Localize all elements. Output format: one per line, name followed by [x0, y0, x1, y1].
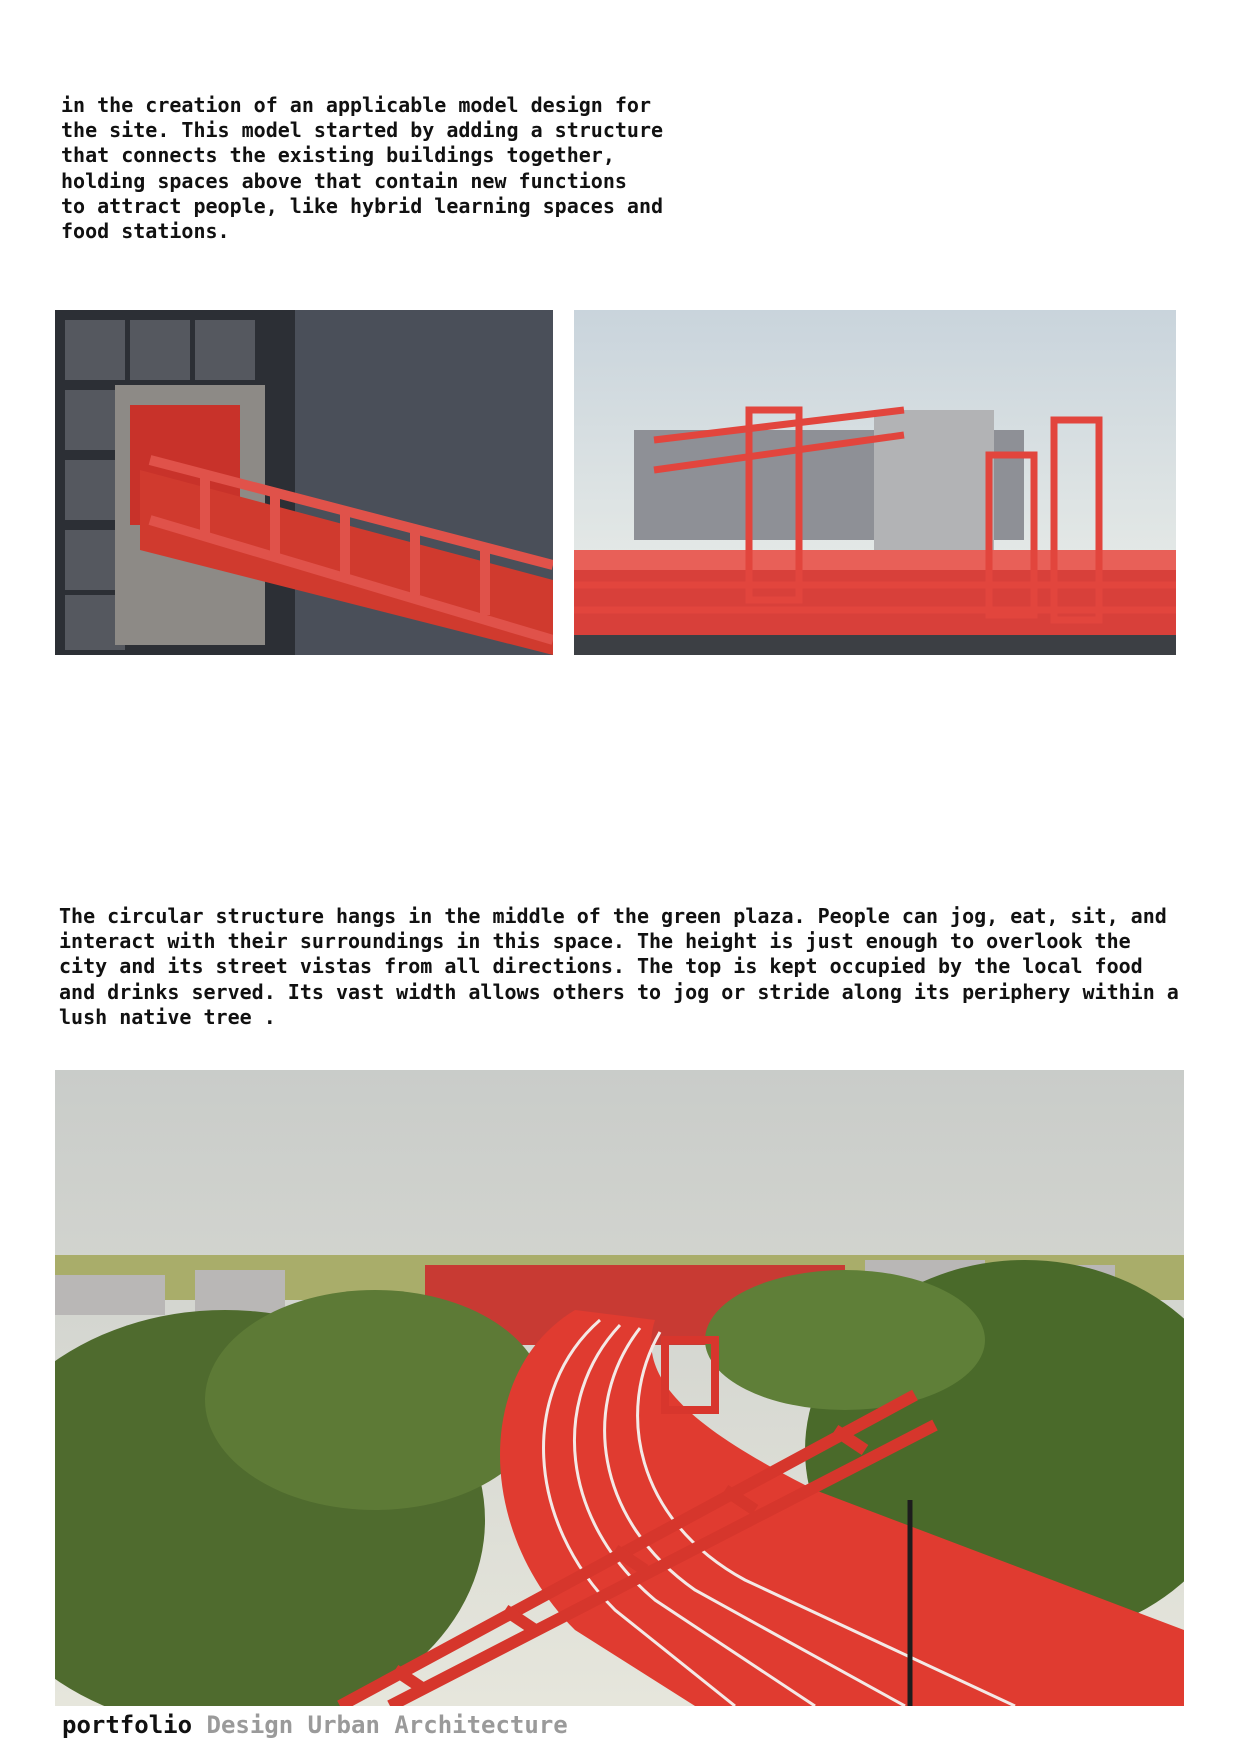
render-circular-track	[55, 1070, 1184, 1706]
render-rooftop-frames	[574, 310, 1176, 655]
render-bridge-facade	[55, 310, 553, 655]
footer-subtitle: Design Urban Architecture	[206, 1711, 568, 1739]
intro-paragraph: in the creation of an applicable model design for the site. This model started by adding a structure that connects the existing buildings together, holding spaces above that contain new functions to attract people, like hybrid learning spaces and food stations.	[61, 93, 664, 244]
plaza-paragraph: The circular structure hangs in the middle of the green plaza. People can jog, eat, sit, and interact with their surroundings in this space. The height is just enough to overlook the city and its street vistas from all directions. The top is kept occupied by the local food and drinks served. Its vast width allows others to jog or stride along its periphery within a lush native tree .	[59, 904, 1179, 1029]
footer	[62, 1710, 568, 1740]
footer-brand: portfolio	[62, 1711, 193, 1739]
